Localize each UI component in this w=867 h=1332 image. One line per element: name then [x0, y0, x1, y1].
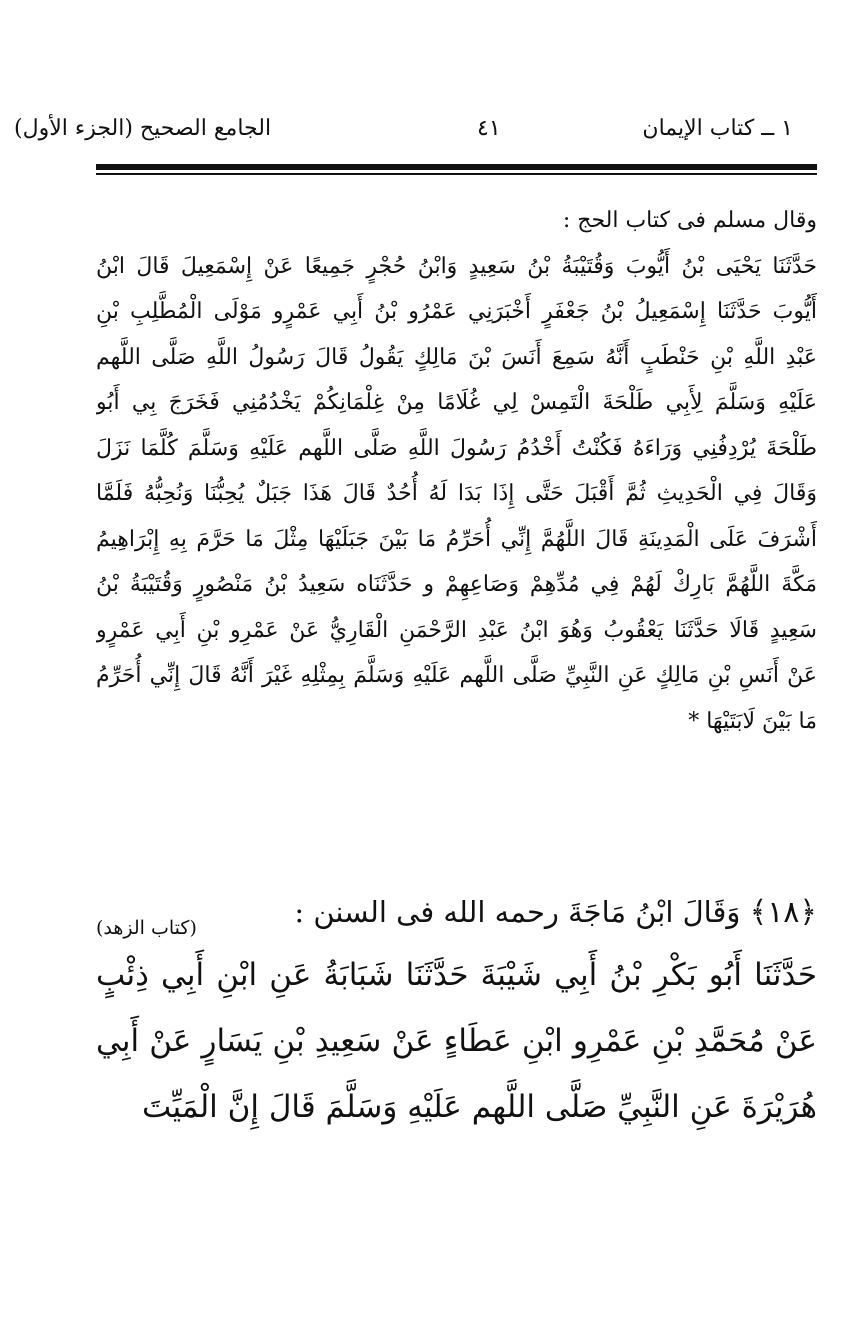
running-header	[0, 112, 867, 156]
book-title: الجامع الصحيح (الجزء الأول)	[14, 116, 272, 141]
hadith-heading-text: وَقَالَ ابْنُ مَاجَةَ رحمه الله فى السنن :	[294, 895, 741, 929]
text-line: عَنْ مُحَمَّدِ بْنِ عَمْرِو ابْنِ عَطَاءٍ عَنْ سَعِيدِ بْنِ يَسَارٍ عَنْ أَبِي	[96, 1023, 817, 1059]
text-line: وَقَالَ فِي الْحَدِيثِ ثُمَّ أَقْبَلَ حَتَّى إِذَا بَدَا لَهُ أُحُدٌ قَالَ هَذَا جَبَلٌ يُحِبُّنَا وَنُحِبُّهُ فَلَمَّا	[96, 481, 817, 506]
header-rule-thin	[96, 173, 817, 175]
chapter-title: ١ ــ كتاب الإيمان	[642, 116, 793, 141]
muslim-hadith-block	[96, 198, 817, 744]
text-line: عَنْ أَنَسِ بْنِ مَالِكٍ عَنِ النَّبِيِّ صَلَّى اللَّهم عَلَيْهِ وَسَلَّمَ بِمِثْلِهِ غَيْرَ أَنَّهُ قَالَ إِنِّي أُحَرِّمُ	[96, 663, 817, 688]
hadith-number: ﴿١٨﴾	[749, 895, 817, 930]
text-line: مَكَّةَ اللَّهُمَّ بَارِكْ لَهُمْ فِي مُدِّهِمْ وَصَاعِهِمْ و حَدَّثَنَاه سَعِيدُ بْنُ مَنْصُورٍ وَقُتَيْبَةُ بْنُ	[96, 572, 817, 597]
page-number: ٤١	[477, 116, 501, 141]
header-rule-thick	[96, 164, 817, 170]
block-intro: وقال مسلم فى كتاب الحج :	[562, 208, 817, 233]
text-line: حَدَّثَنَا يَحْيَى بْنُ أَيُّوبَ وَقُتَيْبَةُ بْنُ سَعِيدٍ وَابْنُ حُجْرٍ جَمِيعًا عَنْ إِسْمَعِيلَ قَالَ ابْنُ	[96, 253, 817, 279]
text-line: عَلَيْهِ وَسَلَّمَ لِأَبِي طَلْحَةَ الْتَمِسْ لِي غُلَامًا مِنْ غِلْمَانِكُمْ يَخْدُمُنِي فَخَرَجَ بِي أَبُو	[96, 390, 817, 415]
text-line: مَا بَيْنَ لَابَتَيْهَا *	[688, 708, 817, 734]
text-line: سَعِيدٍ قَالَا حَدَّثَنَا يَعْقُوبُ وَهُوَ ابْنُ عَبْدِ الرَّحْمَنِ الْقَارِيُّ عَنْ عَمْرِو بْنِ أَبِي عَمْرٍو	[96, 617, 817, 643]
kitab-label: (كتاب الزهد)	[96, 917, 197, 939]
hadith-heading	[96, 882, 817, 942]
text-line: عَبْدِ اللَّهِ بْنِ حَنْطَبٍ أَنَّهُ سَمِعَ أَنَسَ بْنَ مَالِكٍ يَقُولُ قَالَ رَسُولُ اللَّهِ صَلَّى اللَّهم	[96, 344, 817, 370]
ibn-majah-hadith-block	[96, 882, 817, 1140]
text-line: هُرَيْرَةَ عَنِ النَّبِيِّ صَلَّى اللَّهم عَلَيْهِ وَسَلَّمَ قَالَ إِنَّ الْمَيِّتَ	[142, 1089, 817, 1125]
text-line: أَشْرَفَ عَلَى الْمَدِينَةِ قَالَ اللَّهُمَّ إِنِّي أُحَرِّمُ مَا بَيْنَ جَبَلَيْهَا مِثْلَ مَا حَرَّمَ بِهِ إِبْرَاهِيمُ	[96, 526, 817, 552]
text-line: أَيُّوبَ حَدَّثَنَا إِسْمَعِيلُ بْنُ جَعْفَرٍ أَخْبَرَنِي عَمْرُو بْنُ أَبِي عَمْرٍو مَوْلَى الْمُطَّلِبِ بْنِ	[96, 299, 817, 324]
text-line: طَلْحَةَ يُرْدِفُنِي وَرَاءَهُ فَكُنْتُ أَخْدُمُ رَسُولَ اللَّهِ صَلَّى اللَّهم عَلَيْهِ وَسَلَّمَ كُلَّمَا نَزَلَ	[96, 435, 817, 461]
text-line: حَدَّثَنَا أَبُو بَكْرِ بْنُ أَبِي شَيْبَةَ حَدَّثَنَا شَبَابَةُ عَنِ ابْنِ أَبِي ذِئْبٍ	[96, 957, 817, 993]
